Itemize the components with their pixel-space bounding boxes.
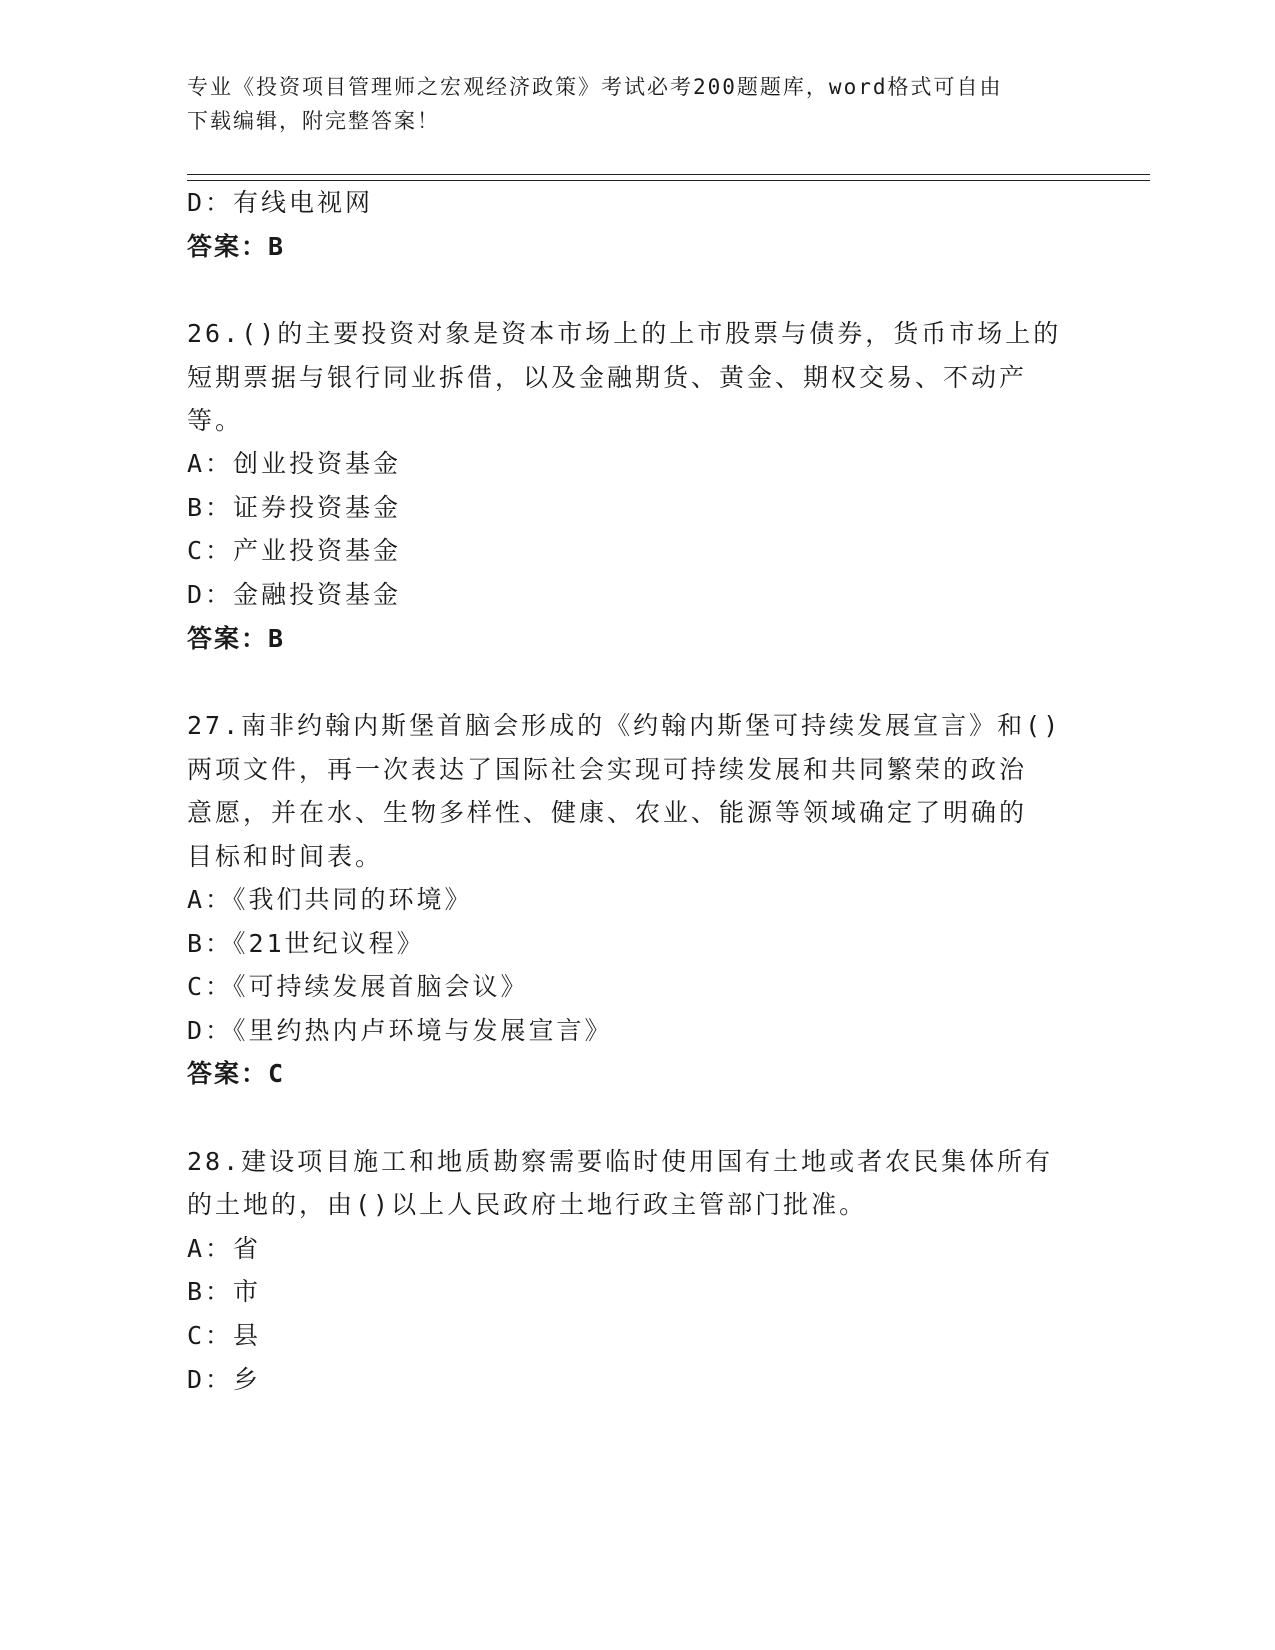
q26-stem-line-2: 短期票据与银行同业拆借，以及金融期货、黄金、期权交易、不动产 <box>187 363 1028 392</box>
header-divider-top <box>187 174 1150 175</box>
q26-stem-line-1: 26.()的主要投资对象是资本市场上的上市股票与债券，货币市场上的 <box>187 319 1062 348</box>
q26-option-c: C：产业投资基金 <box>187 536 402 565</box>
q27-stem-line-4: 目标和时间表。 <box>187 842 384 871</box>
q26-option-d: D：金融投资基金 <box>187 580 402 609</box>
q27-option-c: C：《可持续发展首脑会议》 <box>187 972 529 1001</box>
header-line-1: 专业《投资项目管理师之宏观经济政策》考试必考200题题库，word格式可自由 <box>187 75 1003 99</box>
q26-option-b: B：证券投资基金 <box>187 493 402 522</box>
q27-stem-line-2: 两项文件，再一次表达了国际社会实现可持续发展和共同繁荣的政治 <box>187 755 1028 784</box>
q26-option-a: A：创业投资基金 <box>187 449 402 478</box>
q28-option-b: B：市 <box>187 1277 262 1306</box>
document-header <box>187 70 1067 138</box>
q27-option-b: B：《21世纪议程》 <box>187 929 425 958</box>
q25-option-d: D：有线电视网 <box>187 188 374 217</box>
q27-answer: 答案：C <box>187 1059 286 1088</box>
q27-option-a: A：《我们共同的环境》 <box>187 885 473 914</box>
q27-option-d: D：《里约热内卢环境与发展宣言》 <box>187 1016 613 1045</box>
header-line-2: 下载编辑，附完整答案！ <box>187 109 440 133</box>
q27-stem-line-3: 意愿，并在水、生物多样性、健康、农业、能源等领域确定了明确的 <box>187 798 1028 827</box>
q28-option-a: A：省 <box>187 1234 262 1263</box>
q28-stem-line-1: 28.建设项目施工和地质勘察需要临时使用国有土地或者农民集体所有 <box>187 1147 1054 1176</box>
q28-stem-line-2: 的土地的，由()以上人民政府土地行政主管部门批准。 <box>187 1190 868 1219</box>
q28-option-d: D：乡 <box>187 1365 262 1394</box>
q26-stem-line-3: 等。 <box>187 406 244 435</box>
q28-option-c: C：县 <box>187 1321 262 1350</box>
q25-answer: 答案：B <box>187 232 286 261</box>
q27-stem-line-1: 27.南非约翰内斯堡首脑会形成的《约翰内斯堡可持续发展宣言》和() <box>187 711 1062 740</box>
q26-answer: 答案：B <box>187 624 286 653</box>
